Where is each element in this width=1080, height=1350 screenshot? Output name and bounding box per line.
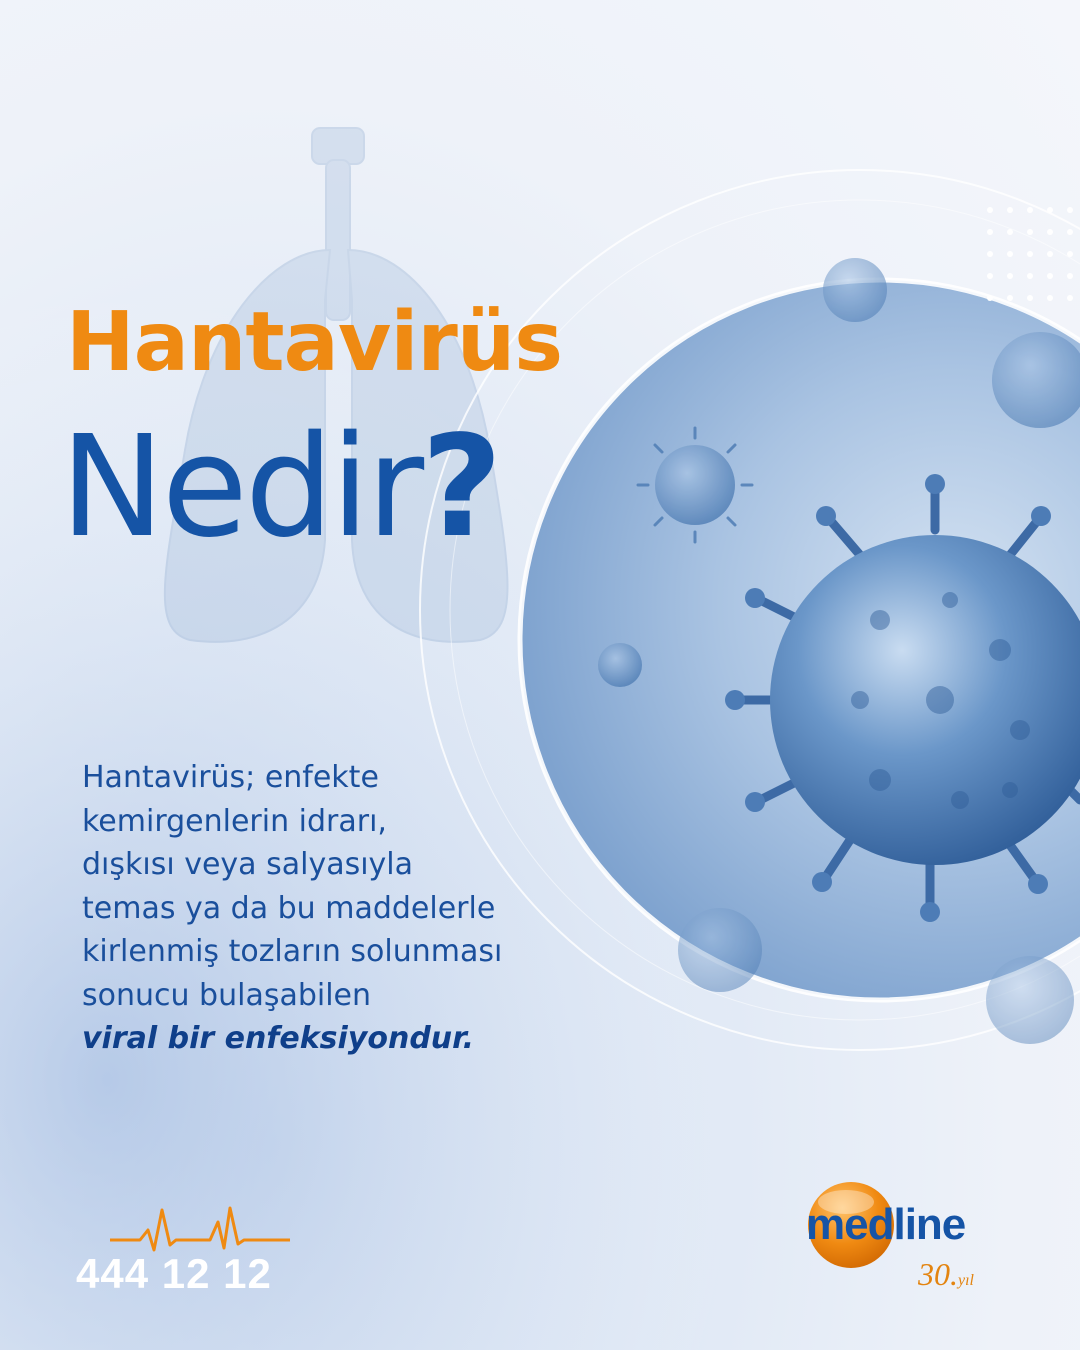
description-emphasis: viral bir enfeksiyondur. bbox=[82, 1021, 475, 1056]
title-line-1: Hantavirüs bbox=[66, 295, 563, 390]
phone-number: 444 12 12 bbox=[76, 1250, 272, 1297]
description bbox=[82, 756, 622, 1061]
description-line: sonucu bulaşabilen bbox=[82, 977, 372, 1013]
description-line: temas ya da bu maddelerle bbox=[82, 890, 496, 926]
question-mark: ? bbox=[421, 406, 500, 569]
logo-anniversary: 30.yıl bbox=[918, 1256, 974, 1292]
description-line: dışkısı veya salyasıyla bbox=[82, 847, 414, 882]
logo-wordmark: medline bbox=[806, 1200, 966, 1249]
title-word: Nedir bbox=[60, 406, 422, 569]
title-line-2 bbox=[60, 406, 500, 569]
description-line: kemirgenlerin idrarı, bbox=[82, 803, 387, 839]
description-line: kirlenmiş tozların solunması bbox=[82, 934, 503, 969]
medline-logo bbox=[806, 1178, 1036, 1308]
description-line: Hantavirüs; enfekte bbox=[82, 760, 379, 795]
